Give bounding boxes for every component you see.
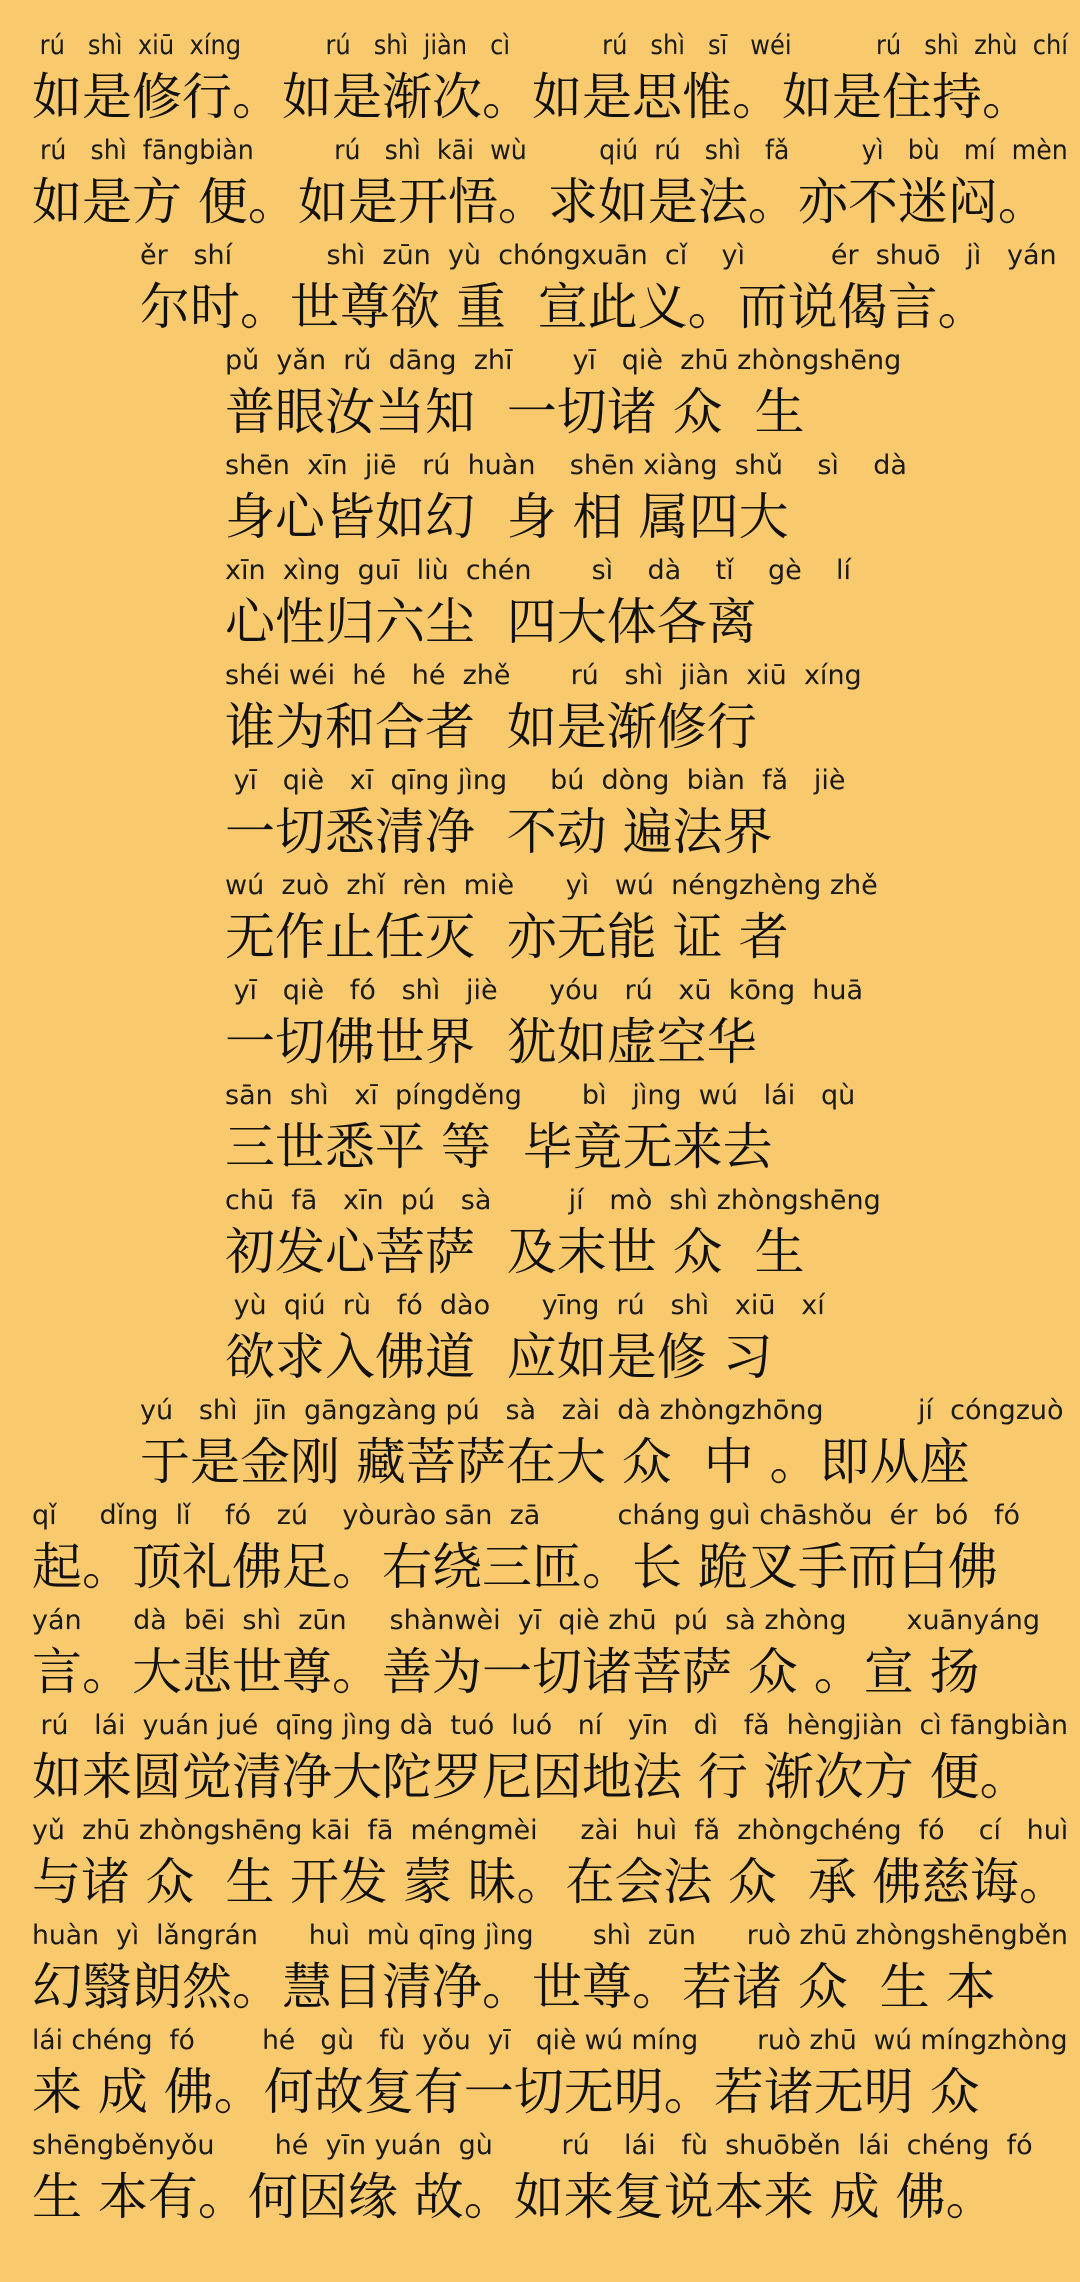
hanzi-line: 尔时。世尊欲 重 宣此义。而说偈言。 <box>140 278 988 336</box>
text-line <box>0 1496 1080 1600</box>
hanzi-line: 初发心菩萨 及末世 众 生 <box>225 1223 805 1281</box>
pinyin-line: yù qiú rù fó dào yīng rú shì xiū xí <box>225 1290 825 1321</box>
text-line <box>0 1811 1080 1915</box>
hanzi-line: 欲求入佛道 应如是修 习 <box>225 1328 773 1386</box>
text-line <box>0 656 1080 760</box>
text-line <box>0 1916 1080 2020</box>
pinyin-line: shēn xīn jiē rú huàn shēn xiàng shǔ sì dà <box>225 450 907 481</box>
pinyin-line: sān shì xī píngděng bì jìng wú lái qù <box>225 1080 856 1111</box>
pinyin-line: yī qiè fó shì jiè yóu rú xū kōng huā <box>225 975 864 1006</box>
text-line <box>0 551 1080 655</box>
text-line <box>0 446 1080 550</box>
pinyin-line: lái chéng fó hé gù fù yǒu yī qiè wú míng ruò zhū wú míngzhòng <box>32 2025 1068 2056</box>
pinyin-line: shéi wéi hé hé zhě rú shì jiàn xiū xíng <box>225 660 862 691</box>
pinyin-line: yǔ zhū zhòngshēng kāi fā méngmèi zài huì fǎ zhòngchéng fó cí huì <box>32 1815 1069 1846</box>
hanzi-line: 幻翳朗然。慧目清净。世尊。若诸 众 生 本 <box>32 1958 996 2016</box>
text-line <box>0 1391 1080 1495</box>
pinyin-line: chū fā xīn pú sà jí mò shì zhòngshēng <box>225 1185 881 1216</box>
pinyin-line: wú zuò zhǐ rèn miè yì wú néngzhèng zhě <box>225 870 878 901</box>
hanzi-line: 一切佛世界 犹如虚空华 <box>225 1013 757 1071</box>
text-line <box>0 26 1080 130</box>
text-line <box>0 1601 1080 1705</box>
pinyin-line: huàn yì lǎngrán huì mù qīng jìng shì zūn ruò zhū zhòngshēngběn <box>32 1920 1068 1951</box>
pinyin-line: xīn xìng guī liù chén sì dà tǐ gè lí <box>225 555 852 586</box>
text-line <box>0 1076 1080 1180</box>
hanzi-line: 普眼汝当知 一切诸 众 生 <box>225 383 805 441</box>
text-line <box>0 1181 1080 1285</box>
hanzi-line: 起。顶礼佛足。右绕三匝。长 跪叉手而白佛 <box>32 1538 998 1596</box>
pinyin-line: qǐ dǐng lǐ fó zú yòurào sān zā cháng guì chāshǒu ér bó fó <box>32 1500 1020 1531</box>
text-line <box>0 2021 1080 2125</box>
pinyin-line: shēngběnyǒu hé yīn yuán gù rú lái fù shuōběn lái chéng fó <box>32 2130 1033 2161</box>
pinyin-line: yī qiè xī qīng jìng bú dòng biàn fǎ jiè <box>225 765 846 796</box>
pinyin-line: ěr shí shì zūn yù chóngxuān cǐ yì ér shuō jì yán <box>140 240 1057 271</box>
hanzi-line: 谁为和合者 如是渐修行 <box>225 698 757 756</box>
text-line <box>0 1706 1080 1810</box>
text-line <box>0 1286 1080 1390</box>
hanzi-line: 来 成 佛。何故复有一切无明。若诸无明 众 <box>32 2063 980 2121</box>
hanzi-line: 三世悉平 等 毕竟无来去 <box>225 1118 773 1176</box>
pinyin-line: rú shì fāngbiàn rú shì kāi wù qiú rú shì fǎ yì bù mí mèn <box>32 135 1068 166</box>
hanzi-line: 生 本有。何因缘 故。如来复说本来 成 佛。 <box>32 2168 996 2226</box>
pinyin-line: yú shì jīn gāngzàng pú sà zài dà zhòngzhōng jí cóngzuò <box>140 1395 1064 1426</box>
hanzi-line: 无作止任灭 亦无能 证 者 <box>225 908 789 966</box>
pinyin-line: pǔ yǎn rǔ dāng zhī yī qiè zhū zhòngshēng <box>225 345 902 376</box>
text-line <box>0 761 1080 865</box>
hanzi-line: 于是金刚 藏菩萨在大 众 中 。即从座 <box>140 1433 970 1491</box>
hanzi-line: 如是修行。如是渐次。如是思惟。如是住持。 <box>32 68 1032 126</box>
text-line <box>0 131 1080 235</box>
text-line <box>0 341 1080 445</box>
text-line <box>0 236 1080 340</box>
text-line <box>0 971 1080 1075</box>
hanzi-line: 心性归六尘 四大体各离 <box>225 593 757 651</box>
pinyin-line: yán dà bēi shì zūn shànwèi yī qiè zhū pú sà zhòng xuānyáng <box>32 1605 1041 1636</box>
hanzi-line: 如是方 便。如是开悟。求如是法。亦不迷闷。 <box>32 173 1048 231</box>
hanzi-line: 身心皆如幻 身 相 属四大 <box>225 488 789 546</box>
hanzi-line: 一切悉清净 不动 遍法界 <box>225 803 773 861</box>
hanzi-line: 言。大悲世尊。善为一切诸菩萨 众 。宣 扬 <box>32 1643 980 1701</box>
pinyin-line: rú lái yuán jué qīng jìng dà tuó luó ní yīn dì fǎ hèngjiàn cì fāngbiàn <box>32 1710 1069 1741</box>
hanzi-line: 如来圆觉清净大陀罗尼因地法 行 渐次方 便。 <box>32 1748 1030 1806</box>
text-line <box>0 2126 1080 2230</box>
hanzi-line: 与诸 众 生 开发 蒙 昧。在会法 众 承 佛慈诲。 <box>32 1853 1068 1911</box>
pinyin-line: rú shì xiū xíng rú shì jiàn cì rú shì sī wéi rú shì zhù chí <box>32 30 1069 61</box>
text-line <box>0 866 1080 970</box>
